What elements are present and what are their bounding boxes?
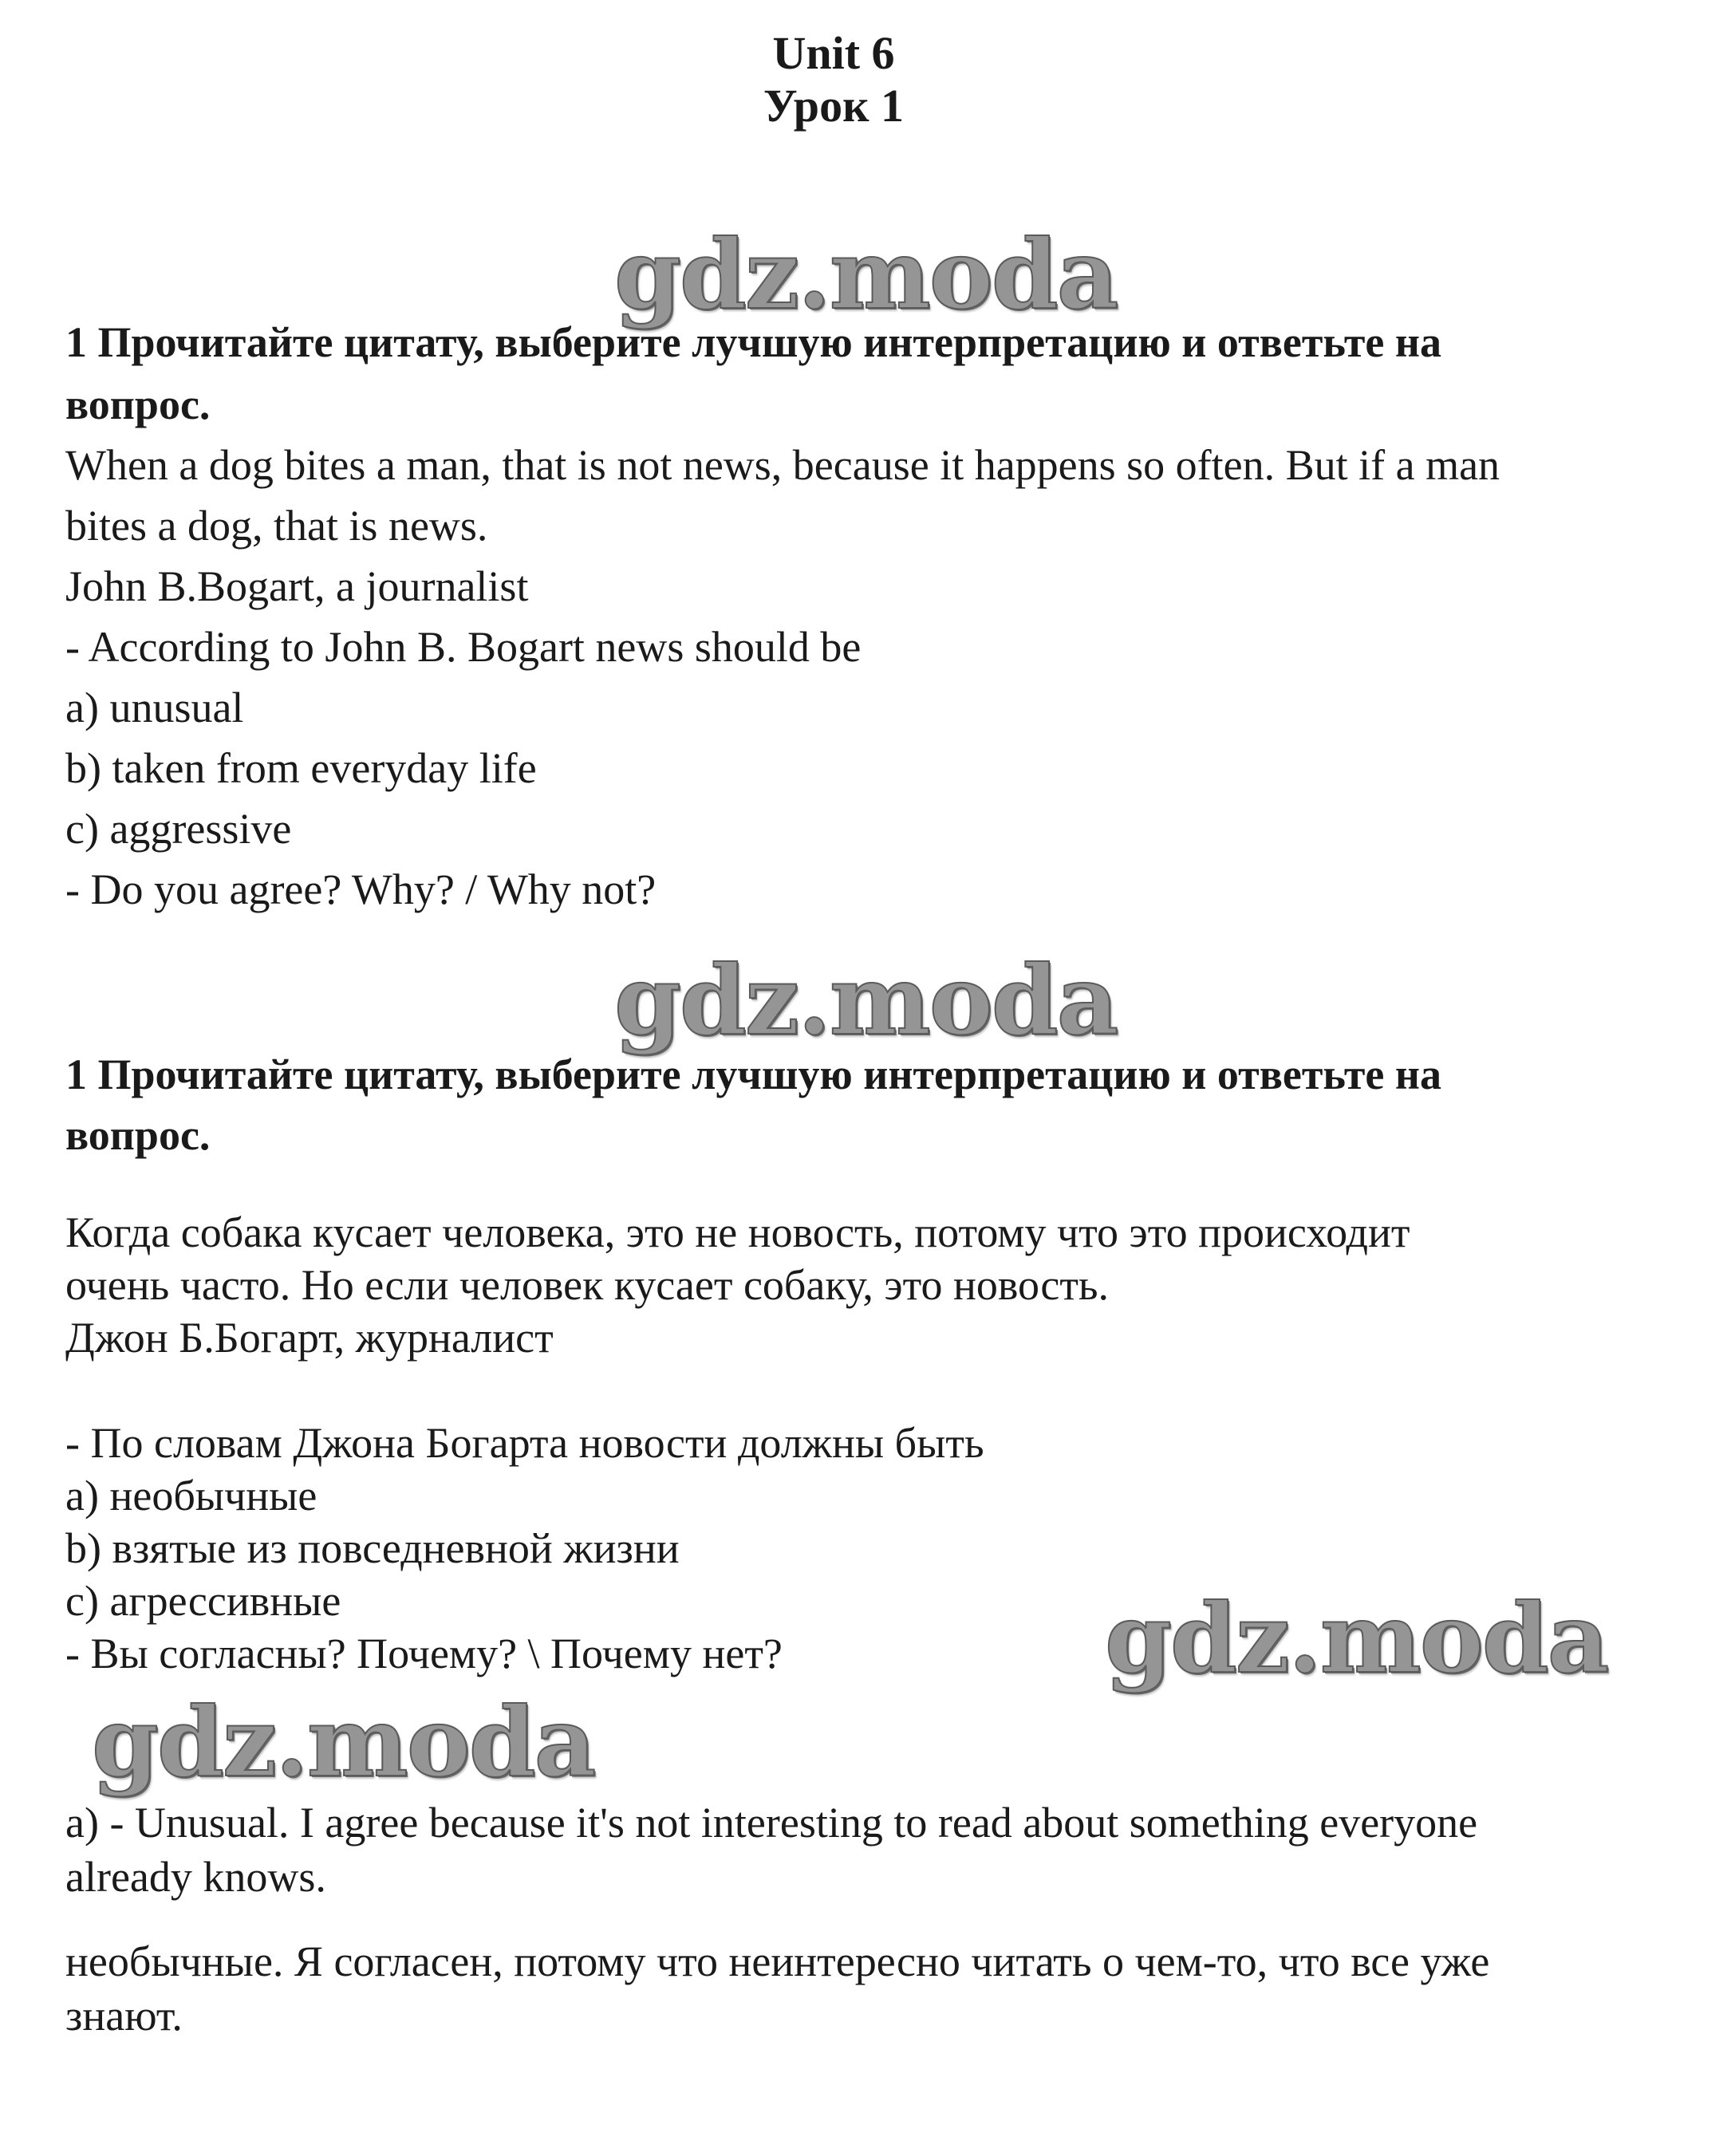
followup-question: - Do you agree? Why? / Why not? [65, 865, 657, 913]
task-instruction-ru-line2: вопрос. [65, 1111, 211, 1159]
quote-ru-line1: Когда собака кусает человека, это не новость, потому что это происходит [65, 1208, 1410, 1256]
lesson-title: Урок 1 [763, 80, 904, 132]
option-ru-b: b) взятые из повседневной жизни [65, 1524, 680, 1572]
watermark-logo: gdz.moda [614, 219, 1118, 331]
question: - According to John B. Bogart news should be [65, 623, 862, 671]
quote-author: John B.Bogart, a journalist [65, 562, 529, 610]
option-b: b) taken from everyday life [65, 744, 537, 792]
question-ru: - По словам Джона Богарта новости должны быть [65, 1419, 984, 1467]
quote-ru-line2: очень часто. Но если человек кусает собаку, это новость. [65, 1261, 1110, 1309]
quote-line2: bites a dog, that is news. [65, 502, 488, 550]
answer-ru-line1: необычные. Я согласен, потому что неинтересно читать о чем-то, что все уже [65, 1937, 1490, 1985]
task-instruction-line1: 1 Прочитайте цитату, выберите лучшую интерпретацию и ответьте на [65, 318, 1441, 366]
option-ru-c: c) агрессивные [65, 1577, 341, 1625]
quote-line1: When a dog bites a man, that is not news, because it happens so often. But if a man [65, 441, 1500, 489]
option-ru-a: a) необычные [65, 1472, 317, 1519]
option-c: c) aggressive [65, 805, 292, 853]
task-instruction-ru-line1: 1 Прочитайте цитату, выберите лучшую интерпретацию и ответьте на [65, 1050, 1441, 1098]
unit-title: Unit 6 [772, 27, 895, 79]
quote-ru-author: Джон Б.Богарт, журналист [65, 1314, 554, 1362]
watermark-logo: gdz.moda [92, 1686, 595, 1799]
task-instruction-line2: вопрос. [65, 380, 211, 428]
option-a: a) unusual [65, 684, 244, 731]
watermark-logo: gdz.moda [614, 944, 1118, 1057]
answer-en-line1: a) - Unusual. I agree because it's not interesting to read about something everyone [65, 1799, 1478, 1847]
answer-en-line2: already knows. [65, 1853, 326, 1901]
followup-ru-question: - Вы согласны? Почему? \ Почему нет? [65, 1630, 783, 1677]
answer-ru-line2: знают. [65, 1992, 183, 2040]
watermark-logo: gdz.moda [1105, 1583, 1608, 1695]
